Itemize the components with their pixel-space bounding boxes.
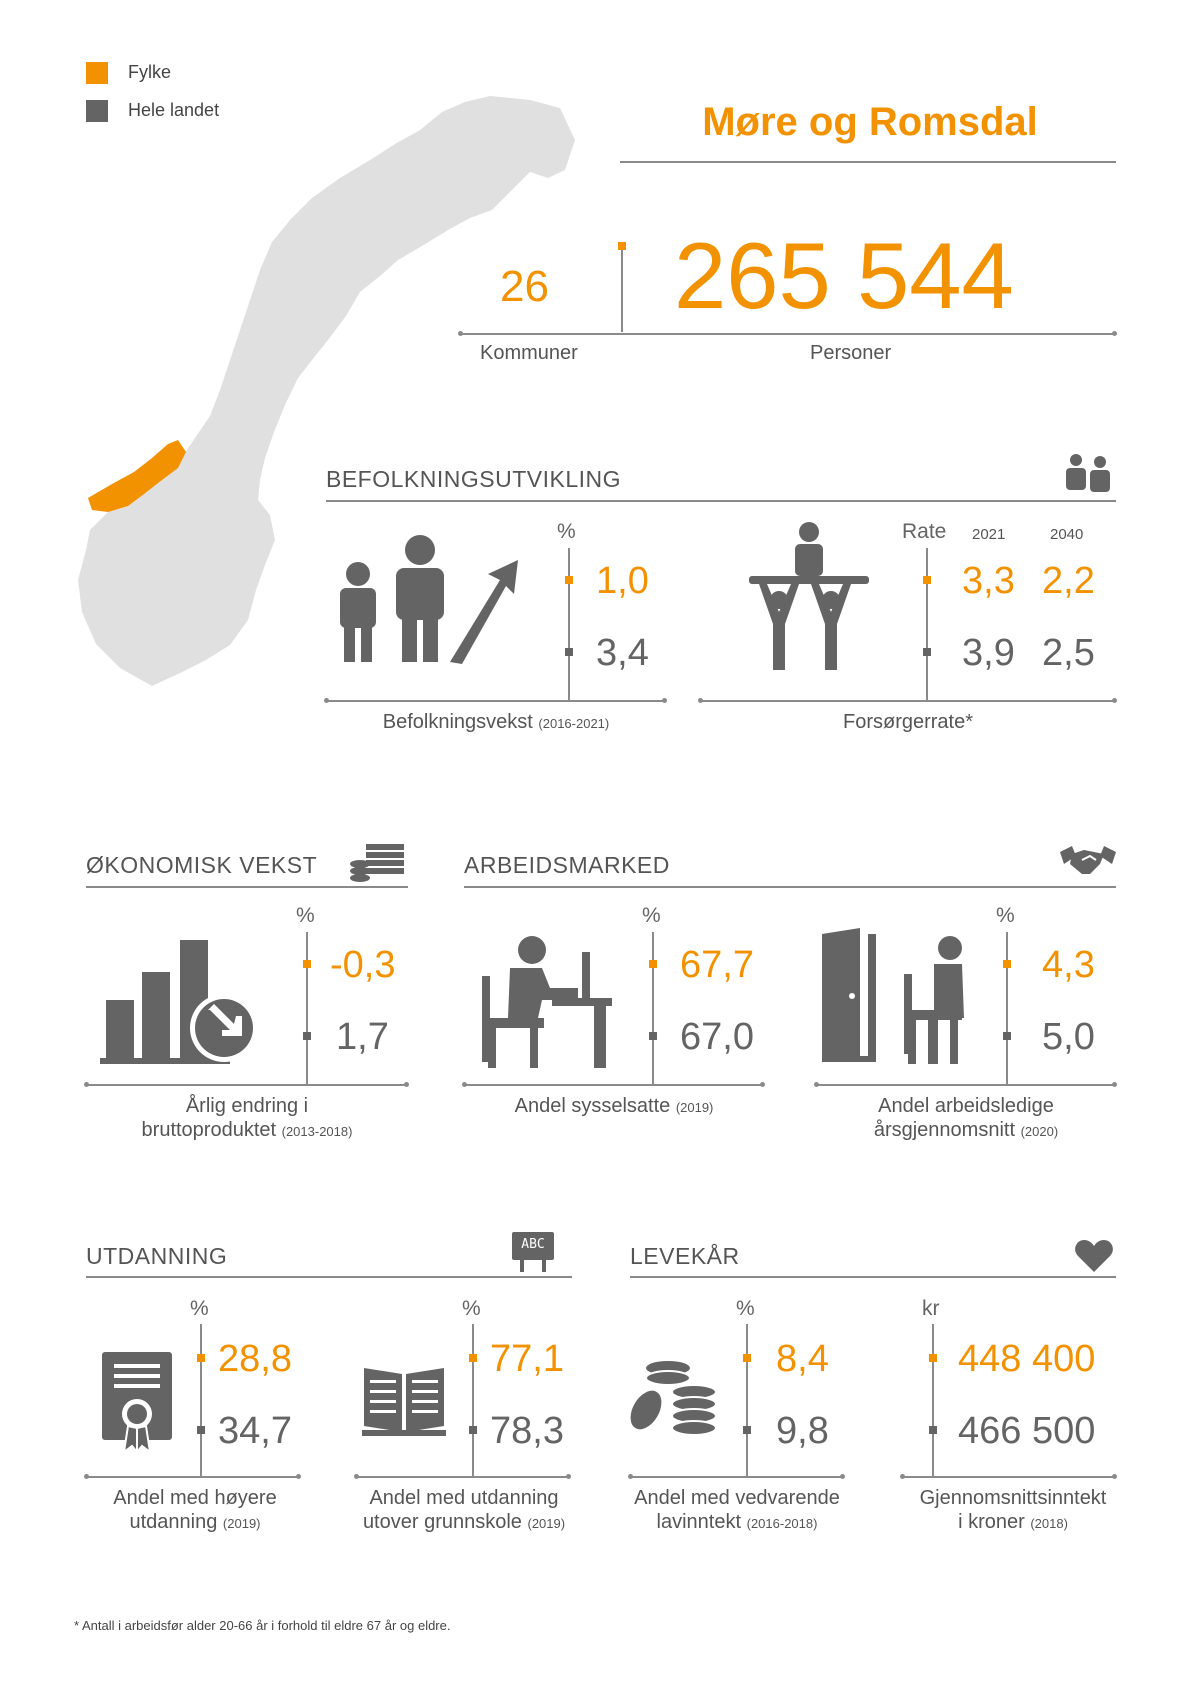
unemployed-country-marker	[1003, 1032, 1011, 1040]
title-underline	[620, 161, 1116, 163]
money-stack-icon	[348, 842, 408, 882]
higher-edu-baseline	[86, 1476, 300, 1478]
header-marker	[618, 242, 626, 250]
income-baseline-start	[900, 1474, 905, 1479]
growth-axis	[568, 548, 570, 700]
income-country-marker	[929, 1426, 937, 1434]
higher-edu-unit: %	[190, 1297, 209, 1320]
beyond-edu-baseline-end	[566, 1474, 571, 1479]
higher-edu-country-value: 34,7	[218, 1410, 292, 1452]
dependency-baseline-start	[698, 698, 703, 703]
header-divider	[621, 250, 623, 332]
economy-county-marker	[303, 960, 311, 968]
open-book-icon	[362, 1362, 446, 1438]
dependency-country-marker	[923, 648, 931, 656]
employed-unit: %	[642, 904, 661, 927]
employed-county-marker	[649, 960, 657, 968]
diploma-icon	[102, 1352, 174, 1452]
beyond-edu-axis	[472, 1324, 474, 1476]
employed-country-marker	[649, 1032, 657, 1040]
low-income-country-value: 9,8	[776, 1410, 829, 1452]
dependency-axis	[926, 548, 928, 700]
growth-county-marker	[565, 576, 573, 584]
beyond-edu-baseline-start	[354, 1474, 359, 1479]
legend-county-label: Fylke	[128, 62, 172, 82]
higher-edu-baseline-start	[84, 1474, 89, 1479]
higher-edu-country-marker	[197, 1426, 205, 1434]
header-baseline	[460, 333, 1116, 335]
beyond-edu-county-value: 77,1	[490, 1338, 564, 1380]
employed-baseline-start	[462, 1082, 467, 1087]
heart-icon	[1074, 1238, 1114, 1274]
income-county-marker	[929, 1354, 937, 1362]
municipalities-label: Kommuner	[480, 342, 578, 364]
section-line-labour	[464, 886, 1116, 888]
income-baseline-end	[1112, 1474, 1117, 1479]
section-title-population: BEFOLKNINGSUTVIKLING	[326, 466, 622, 492]
beyond-edu-unit: %	[462, 1297, 481, 1320]
office-worker-icon	[482, 932, 612, 1072]
unemployed-baseline-start	[814, 1082, 819, 1087]
higher-edu-baseline-end	[296, 1474, 301, 1479]
unemployed-county-value: 4,3	[1042, 944, 1095, 986]
page-title: Møre og Romsdal	[702, 100, 1038, 144]
declining-bar-chart-icon	[100, 936, 260, 1066]
section-title-education: UTDANNING	[86, 1243, 228, 1269]
blackboard-icon	[512, 1232, 554, 1272]
employed-caption: Andel sysselsatte (2019)	[514, 1095, 714, 1117]
economy-country-marker	[303, 1032, 311, 1040]
higher-edu-county-value: 28,8	[218, 1338, 292, 1380]
growth-county-value: 1,0	[596, 560, 649, 602]
section-line-living	[630, 1276, 1116, 1278]
low-income-axis	[746, 1324, 748, 1476]
section-line-education	[86, 1276, 572, 1278]
economy-baseline-start	[84, 1082, 89, 1087]
income-baseline	[902, 1476, 1116, 1478]
section-title-living: LEVEKÅR	[630, 1243, 740, 1269]
beyond-edu-country-value: 78,3	[490, 1410, 564, 1452]
unemployed-baseline	[816, 1084, 1116, 1086]
low-income-baseline-end	[840, 1474, 845, 1479]
beyond-edu-country-marker	[469, 1426, 477, 1434]
economy-baseline	[86, 1084, 408, 1086]
dependency-baseline-end	[1112, 698, 1117, 703]
unemployed-axis	[1006, 932, 1008, 1084]
dependency-caption: Forsørgerrate*	[842, 711, 974, 733]
dependency-county-2021: 3,3	[962, 560, 1015, 602]
employed-baseline	[464, 1084, 764, 1086]
growth-country-value: 3,4	[596, 632, 649, 674]
section-title-labour: ARBEIDSMARKED	[464, 852, 670, 878]
economy-county-value: -0,3	[330, 944, 396, 986]
dependency-county-2040: 2,2	[1042, 560, 1095, 602]
income-county-value: 448 400	[958, 1338, 1096, 1380]
low-income-baseline	[630, 1476, 844, 1478]
unemployed-baseline-end	[1112, 1082, 1117, 1087]
income-axis	[932, 1324, 934, 1476]
growth-baseline-start	[324, 698, 329, 703]
coins-icon	[624, 1354, 720, 1438]
income-unit: kr	[922, 1297, 940, 1320]
low-income-county-marker	[743, 1354, 751, 1362]
economy-axis	[306, 932, 308, 1084]
dependency-country-2040: 2,5	[1042, 632, 1095, 674]
dependency-county-marker	[923, 576, 931, 584]
population-label: Personer	[810, 342, 892, 364]
dependency-ratio-icon	[745, 520, 875, 680]
dependency-baseline	[700, 700, 1116, 702]
legend-country-label: Hele landet	[128, 100, 220, 120]
unemployed-country-value: 5,0	[1042, 1016, 1095, 1058]
economy-caption: Årlig endring i bruttoproduktet (2013-2018)	[141, 1095, 353, 1141]
economy-country-value: 1,7	[336, 1016, 389, 1058]
unemployed-county-marker	[1003, 960, 1011, 968]
employed-country-value: 67,0	[680, 1016, 754, 1058]
growth-country-marker	[565, 648, 573, 656]
economy-baseline-end	[404, 1082, 409, 1087]
blackboard-icon-text: ABC	[521, 1237, 545, 1252]
header-baseline-end	[1112, 331, 1117, 336]
dependency-year-2: 2040	[1050, 526, 1084, 543]
higher-edu-axis	[200, 1324, 202, 1476]
employed-axis	[652, 932, 654, 1084]
people-icon	[1062, 452, 1114, 496]
handshake-icon	[1060, 842, 1116, 882]
population-growth-icon	[330, 530, 530, 670]
dependency-year-1: 2021	[972, 526, 1006, 543]
section-title-economy: ØKONOMISK VEKST	[86, 852, 318, 878]
economy-unit: %	[296, 904, 315, 927]
income-country-value: 466 500	[958, 1410, 1096, 1452]
dependency-unit: Rate	[902, 520, 947, 543]
employed-county-value: 67,7	[680, 944, 754, 986]
low-income-county-value: 8,4	[776, 1338, 829, 1380]
low-income-caption: Andel med vedvarende lavinntekt (2016-2018)	[634, 1487, 840, 1533]
beyond-edu-baseline	[356, 1476, 570, 1478]
higher-edu-caption: Andel med høyere utdanning (2019)	[113, 1487, 277, 1533]
low-income-country-marker	[743, 1426, 751, 1434]
section-line-economy	[86, 886, 408, 888]
higher-edu-county-marker	[197, 1354, 205, 1362]
header-baseline-start	[458, 331, 463, 336]
income-caption: Gjennomsnittsinntekt i kroner (2018)	[919, 1487, 1107, 1533]
low-income-unit: %	[736, 1297, 755, 1320]
dependency-country-2021: 3,9	[962, 632, 1015, 674]
unemployed-caption: Andel arbeidsledige årsgjennomsnitt (2020)	[873, 1095, 1059, 1141]
population-value: 265 544	[674, 223, 1014, 328]
growth-caption: Befolkningsvekst (2016-2021)	[382, 711, 610, 733]
growth-unit: %	[557, 520, 576, 543]
section-line-population	[326, 500, 1116, 502]
low-income-baseline-start	[628, 1474, 633, 1479]
employed-baseline-end	[760, 1082, 765, 1087]
growth-baseline	[326, 700, 666, 702]
growth-baseline-end	[662, 698, 667, 703]
unemployed-unit: %	[996, 904, 1015, 927]
beyond-edu-county-marker	[469, 1354, 477, 1362]
municipalities-value: 26	[500, 262, 549, 311]
door-waiting-person-icon	[822, 928, 982, 1068]
beyond-edu-caption: Andel med utdanning utover grunnskole (2019)	[362, 1487, 566, 1533]
footnote: * Antall i arbeidsfør alder 20-66 år i forhold til eldre 67 år og eldre.	[74, 1618, 451, 1633]
